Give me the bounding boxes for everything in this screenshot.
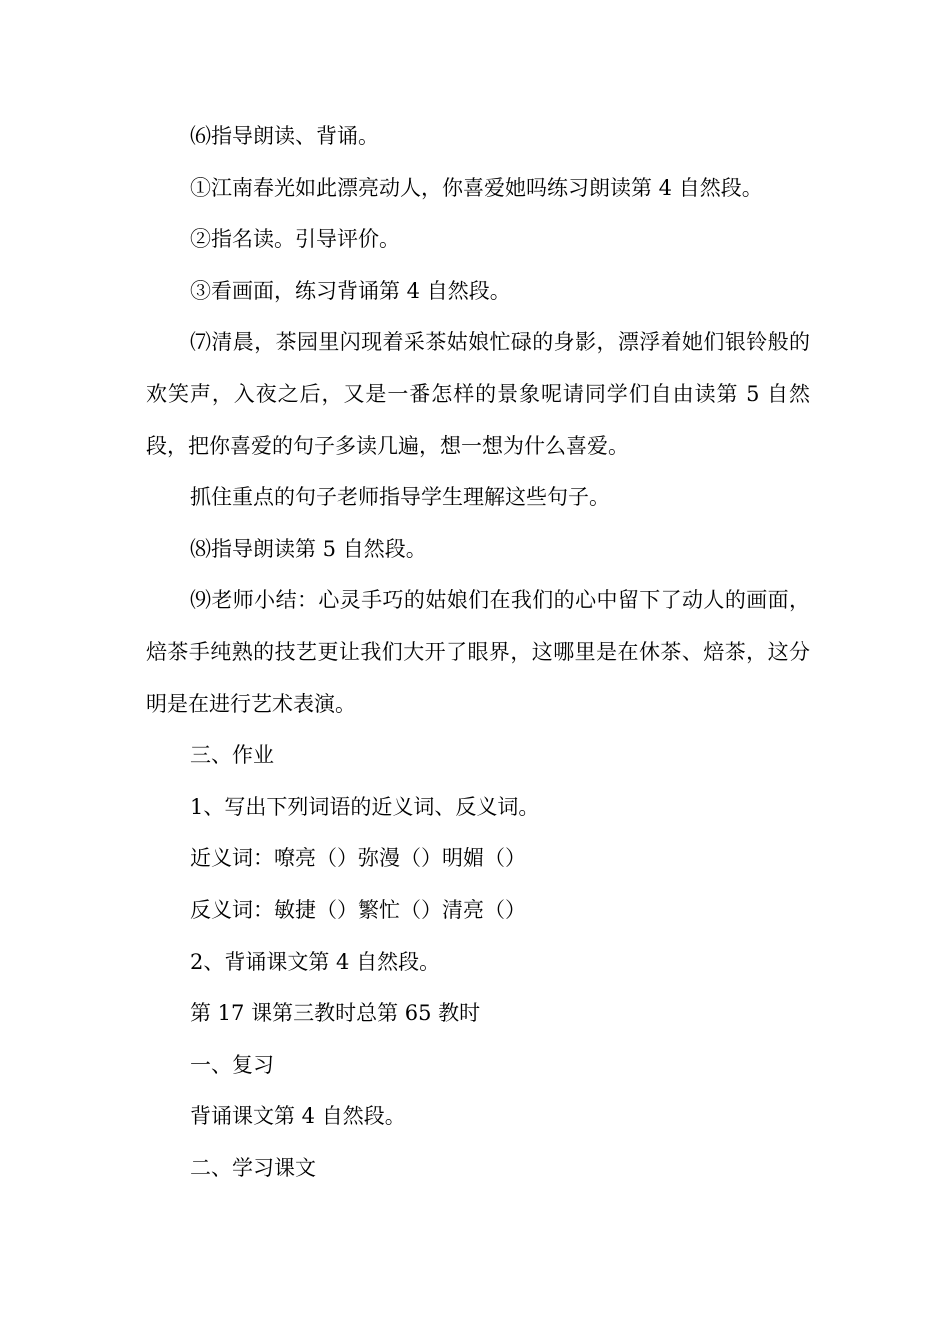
- section-heading-study: 二、学习课文: [190, 1155, 316, 1180]
- homework-item-1: 1、写出下列词语的近义词、反义词。: [190, 794, 540, 819]
- paragraph-step-6: ⑹指导朗读、背诵。: [190, 124, 379, 148]
- paragraph-step-6-2: ②指名读。引导评价。: [190, 227, 400, 252]
- paragraph-step-6-3: ③看画面，练习背诵第 4 自然段。: [190, 278, 511, 303]
- homework-item-2: 2、背诵课文第 4 自然段。: [190, 949, 441, 974]
- document-body: [146, 111, 810, 1194]
- section-heading-homework: 三、作业: [190, 743, 274, 768]
- lesson-heading: 第 17 课第三教时总第 65 教时: [190, 1001, 481, 1026]
- paragraph-step-6-1: ①江南春光如此漂亮动人，你喜爱她吗练习朗读第 4 自然段。: [190, 175, 763, 200]
- paragraph-step-8: ⑻指导朗读第 5 自然段。: [190, 536, 427, 561]
- section-heading-review: 一、复习: [190, 1052, 274, 1077]
- paragraph-key-sentences: 抓住重点的句子老师指导学生理解这些句子。: [190, 485, 610, 510]
- homework-synonyms: 近义词：嘹亮（）弥漫（）明媚（）: [190, 846, 526, 871]
- paragraph-step-7: ⑺清晨，茶园里闪现着采茶姑娘忙碌的身影，漂浮着她们银铃般的欢笑声，入夜之后，又是一番怎样的景象呢请同学们自由读第 5 自然段，把你喜爱的句子多读几遍，想一想为什么喜爱。: [146, 330, 810, 458]
- homework-antonyms: 反义词：敏捷（）繁忙（）清亮（）: [190, 897, 526, 922]
- paragraph-step-9: ⑼老师小结：心灵手巧的姑娘们在我们的心中留下了动人的画面，焙茶手纯熟的技艺更让我们大开了眼界，这哪里是在休茶、焙茶，这分明是在进行艺术表演。: [146, 588, 810, 716]
- paragraph-review: 背诵课文第 4 自然段。: [190, 1104, 406, 1129]
